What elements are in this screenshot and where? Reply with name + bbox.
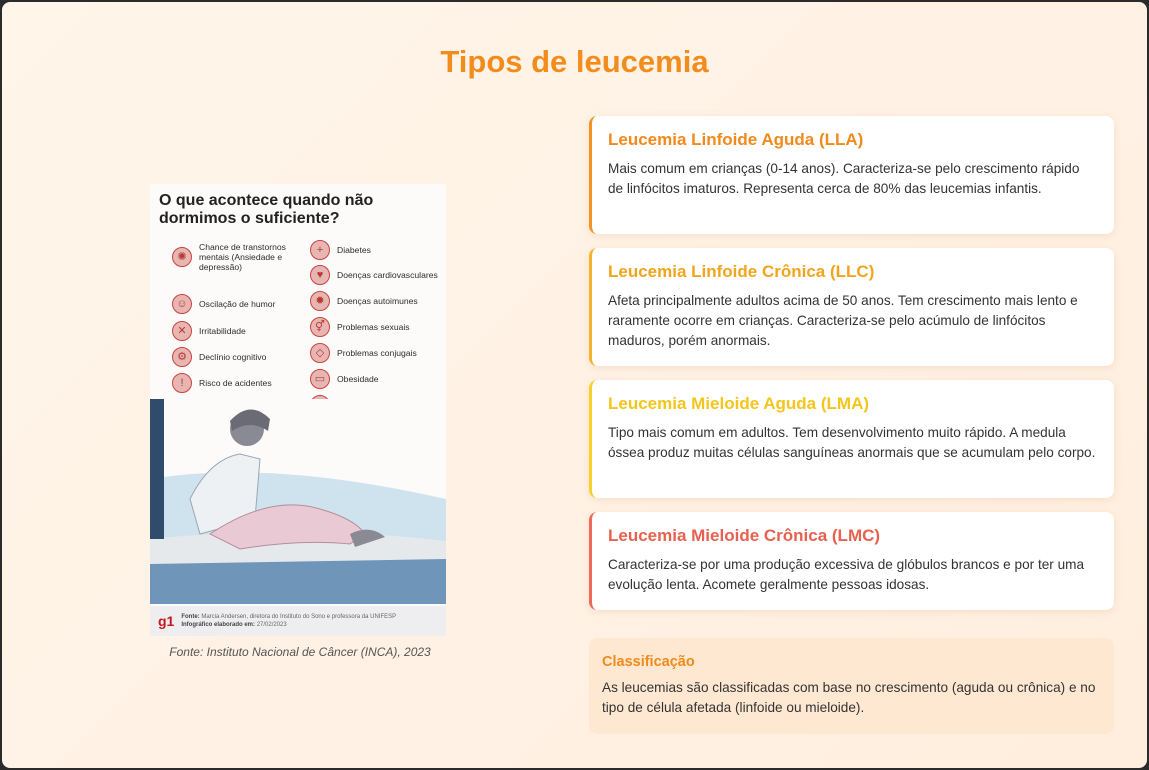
infographic-item	[172, 321, 307, 341]
infographic-item-label: Chance de transtornos mentais (Ansiedade e depressão)	[199, 242, 286, 272]
card-llc	[589, 248, 1114, 366]
classification-text: As leucemias são classificadas com base no crescimento (aguda ou crônica) e no tipo de célula afetada (linfoide ou mieloide).	[602, 680, 1096, 715]
page-title: Tipos de leucemia	[440, 44, 709, 79]
sleep-infographic-image	[150, 184, 446, 636]
card-title: Leucemia Linfoide Aguda (LLA)	[608, 130, 864, 149]
infographic-item	[172, 294, 307, 314]
infographic-item-label: Oscilação de humor	[199, 299, 276, 309]
infographic-item-label: Problemas conjugais	[337, 348, 417, 358]
card-lla	[589, 116, 1114, 234]
brain-icon: ✺	[172, 247, 192, 267]
infographic-item	[310, 265, 438, 285]
warning-icon: !	[172, 373, 192, 393]
card-title: Leucemia Mieloide Crônica (LMC)	[608, 526, 881, 545]
card-text: Afeta principalmente adultos acima de 50 anos. Tem crescimento mais lento e raramente ocorre em crianças. Caracteriza-se pelo acúmulo de linfócitos maduros, porém anormais.	[608, 293, 1078, 348]
footer-source-text: Marcia Andersen, diretora do Instituto do Sono e professora da UNIFESP	[201, 614, 397, 620]
infographic-item	[172, 373, 307, 393]
infographic-item	[310, 369, 379, 389]
card-title: Leucemia Linfoide Crônica (LLC)	[608, 262, 875, 281]
infographic-item-label: Diabetes	[337, 245, 371, 255]
card-title: Leucemia Mieloide Aguda (LMA)	[608, 394, 870, 413]
footer-source-label: Fonte:	[181, 614, 200, 620]
classification-box	[589, 638, 1114, 734]
card-text: Caracteriza-se por uma produção excessiva de glóbulos brancos e por ter uma evolução lenta. Acomete geralmente pessoas idosas.	[608, 557, 1085, 592]
footer-made-label: Infográfico elaborado em:	[181, 622, 256, 628]
blood-drop-icon: +	[310, 240, 330, 260]
infographic-item	[172, 347, 307, 367]
infographic-item-label: Irritabilidade	[199, 326, 246, 336]
mood-faces-icon: ☺	[172, 294, 192, 314]
infographic-item-label: Declínio cognitivo	[199, 352, 267, 362]
image-caption: Fonte: Instituto Nacional de Câncer (INCA), 2023	[169, 645, 431, 659]
footer-made-date: 27/02/2023	[256, 622, 287, 628]
virus-icon: ✹	[310, 291, 330, 311]
infographic-item	[310, 240, 371, 260]
card-text: Tipo mais comum em adultos. Tem desenvolvimento muito rápido. A medula óssea produz muitas células sanguíneas anormais que se acumulam pelo corpo.	[608, 425, 1096, 460]
scale-icon: ▭	[310, 369, 330, 389]
card-lmc	[589, 512, 1114, 610]
card-lma	[589, 380, 1114, 498]
infographic-item-label: Doenças cardiovasculares	[337, 270, 438, 280]
infographic-item-label: Obesidade	[337, 374, 379, 384]
infographic-item-label: Doenças autoimunes	[337, 296, 418, 306]
angry-face-icon: ✕	[172, 321, 192, 341]
card-text: Mais comum em crianças (0-14 anos). Caracteriza-se pelo crescimento rápido de linfócitos imaturos. Representa cerca de 80% das leucemias infantis.	[608, 161, 1080, 196]
infographic-item	[172, 242, 292, 272]
gears-down-icon: ⚙	[172, 347, 192, 367]
infographic-heading: O que acontece quando não dormimos o suficiente?	[159, 192, 374, 227]
infographic-item-label: Problemas sexuais	[337, 322, 410, 332]
app-frame	[2, 2, 1147, 768]
infographic-footer-text	[181, 613, 396, 629]
infographic-item	[310, 343, 417, 363]
heart-icon: ♥	[310, 265, 330, 285]
infographic-item	[310, 291, 418, 311]
g1-logo: g1	[158, 613, 175, 629]
classification-title: Classificação	[602, 654, 695, 670]
person-on-bed-illustration	[150, 399, 446, 604]
ring-icon: ◇	[310, 343, 330, 363]
infographic-item	[310, 317, 410, 337]
infographic-footer	[150, 606, 446, 636]
infographic-item-label: Risco de acidentes	[199, 378, 272, 388]
gender-symbols-icon: ⚥	[310, 317, 330, 337]
